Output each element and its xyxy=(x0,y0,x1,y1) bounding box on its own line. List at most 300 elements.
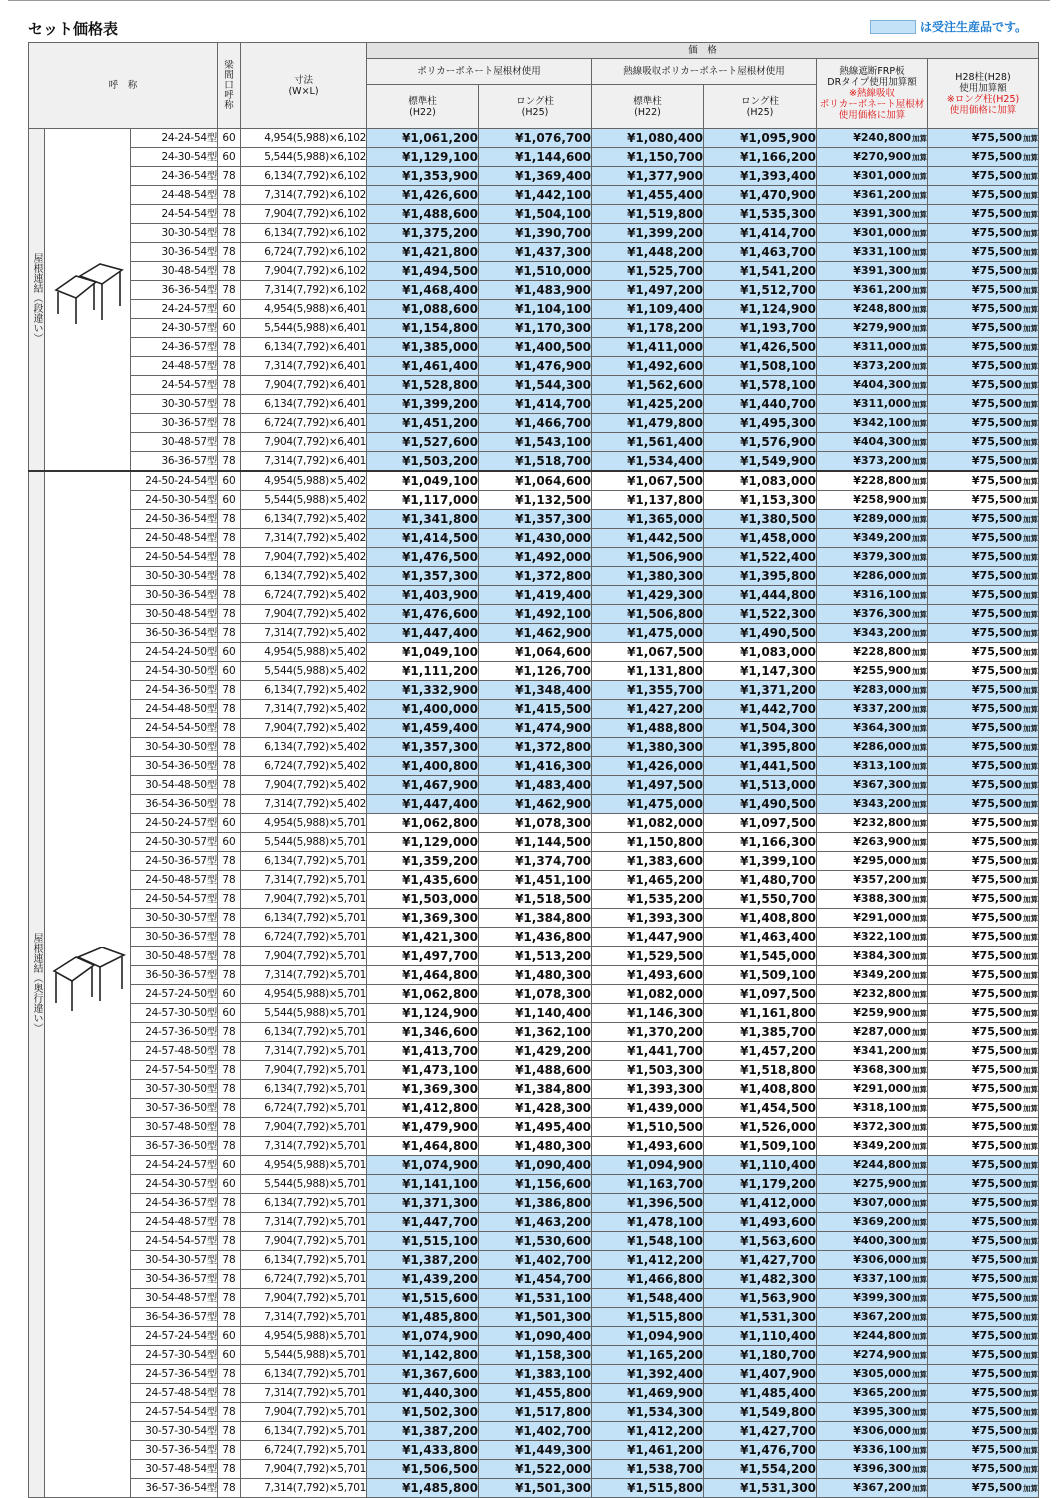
model-name: 24-57-30-50型 xyxy=(131,1004,218,1023)
beam-width: 78 xyxy=(218,1479,241,1498)
addon-suffix: 加算 xyxy=(1023,686,1038,695)
table-row xyxy=(29,890,1039,909)
price-heat-std: ¥1,094,900 xyxy=(592,1156,704,1175)
addon-suffix: 加算 xyxy=(1023,248,1038,257)
addon-frp xyxy=(817,1004,928,1023)
price-poly-long: ¥1,090,400 xyxy=(479,1156,592,1175)
price-heat-long: ¥1,371,200 xyxy=(704,681,817,700)
price-heat-std: ¥1,427,200 xyxy=(592,700,704,719)
model-name: 30-36-54型 xyxy=(131,243,218,262)
addon-suffix: 加算 xyxy=(1023,990,1038,999)
addon-suffix: 加算 xyxy=(1023,1351,1038,1360)
model-name: 30-57-48-54型 xyxy=(131,1460,218,1479)
dimensions: 7,314(7,792)×5,701 xyxy=(241,1479,367,1498)
price-poly-long: ¥1,078,300 xyxy=(479,814,592,833)
addon-h28 xyxy=(928,1175,1039,1194)
addon-suffix: 加算 xyxy=(912,971,927,980)
dimensions: 6,724(7,792)×5,701 xyxy=(241,1270,367,1289)
price-heat-std: ¥1,441,700 xyxy=(592,1042,704,1061)
addon-suffix: 加算 xyxy=(1023,1408,1038,1417)
addon-frp-value: ¥301,000 xyxy=(853,226,911,239)
addon-h28 xyxy=(928,205,1039,224)
addon-h28 xyxy=(928,414,1039,433)
addon-suffix: 加算 xyxy=(912,457,927,466)
price-poly-std: ¥1,435,600 xyxy=(367,871,479,890)
price-poly-std: ¥1,387,200 xyxy=(367,1251,479,1270)
dimensions: 5,544(5,988)×6,401 xyxy=(241,319,367,338)
price-heat-long: ¥1,427,700 xyxy=(704,1422,817,1441)
price-poly-std: ¥1,476,500 xyxy=(367,548,479,567)
price-poly-std: ¥1,412,800 xyxy=(367,1099,479,1118)
price-heat-std: ¥1,448,200 xyxy=(592,243,704,262)
addon-suffix: 加算 xyxy=(912,1351,927,1360)
model-name: 24-30-57型 xyxy=(131,319,218,338)
addon-frp-value: ¥311,000 xyxy=(853,340,911,353)
price-heat-std: ¥1,411,000 xyxy=(592,338,704,357)
price-poly-std: ¥1,142,800 xyxy=(367,1346,479,1365)
addon-suffix: 加算 xyxy=(1023,1313,1038,1322)
beam-width: 78 xyxy=(218,262,241,281)
addon-suffix: 加算 xyxy=(912,838,927,847)
table-row xyxy=(29,376,1039,395)
beam-width: 78 xyxy=(218,433,241,452)
price-poly-long: ¥1,517,800 xyxy=(479,1403,592,1422)
addon-suffix: 加算 xyxy=(912,1123,927,1132)
addon-suffix: 加算 xyxy=(912,1142,927,1151)
addon-frp xyxy=(817,1479,928,1498)
addon-suffix: 加算 xyxy=(1023,876,1038,885)
price-table xyxy=(28,42,1039,1498)
addon-suffix: 加算 xyxy=(912,1199,927,1208)
addon-frp-value: ¥343,200 xyxy=(853,797,911,810)
price-poly-std: ¥1,369,300 xyxy=(367,909,479,928)
price-poly-long: ¥1,372,800 xyxy=(479,738,592,757)
price-heat-long: ¥1,153,300 xyxy=(704,491,817,510)
model-name: 30-48-54型 xyxy=(131,262,218,281)
addon-h28 xyxy=(928,471,1039,491)
price-poly-long: ¥1,510,000 xyxy=(479,262,592,281)
price-heat-long: ¥1,166,300 xyxy=(704,833,817,852)
table-row xyxy=(29,548,1039,567)
addon-suffix: 加算 xyxy=(912,305,927,314)
addon-suffix: 加算 xyxy=(1023,857,1038,866)
price-poly-long: ¥1,436,800 xyxy=(479,928,592,947)
price-heat-std: ¥1,538,700 xyxy=(592,1460,704,1479)
price-heat-long: ¥1,444,800 xyxy=(704,586,817,605)
price-poly-long: ¥1,090,400 xyxy=(479,1327,592,1346)
addon-frp xyxy=(817,719,928,738)
addon-frp xyxy=(817,1327,928,1346)
model-name: 30-48-57型 xyxy=(131,433,218,452)
addon-frp xyxy=(817,319,928,338)
table-row xyxy=(29,243,1039,262)
addon-frp-value: ¥367,300 xyxy=(853,778,911,791)
price-poly-std: ¥1,502,300 xyxy=(367,1403,479,1422)
price-heat-std: ¥1,475,000 xyxy=(592,624,704,643)
addon-frp xyxy=(817,1346,928,1365)
price-poly-long: ¥1,522,000 xyxy=(479,1460,592,1479)
addon-frp xyxy=(817,738,928,757)
beam-width: 78 xyxy=(218,757,241,776)
beam-width: 78 xyxy=(218,719,241,738)
addon-frp-value: ¥240,800 xyxy=(853,131,911,144)
addon-suffix: 加算 xyxy=(1023,1484,1038,1493)
addon-suffix: 加算 xyxy=(912,610,927,619)
beam-width: 78 xyxy=(218,1251,241,1270)
price-poly-std: ¥1,359,200 xyxy=(367,852,479,871)
addon-frp xyxy=(817,205,928,224)
addon-h28-value: ¥75,500 xyxy=(971,1006,1022,1019)
price-poly-std: ¥1,375,200 xyxy=(367,224,479,243)
addon-frp-value: ¥291,000 xyxy=(853,1082,911,1095)
addon-frp-value: ¥291,000 xyxy=(853,911,911,924)
dimensions: 5,544(5,988)×6,102 xyxy=(241,148,367,167)
addon-frp xyxy=(817,567,928,586)
price-poly-long: ¥1,483,400 xyxy=(479,776,592,795)
price-poly-std: ¥1,141,100 xyxy=(367,1175,479,1194)
addon-suffix: 加算 xyxy=(912,1066,927,1075)
beam-width: 78 xyxy=(218,776,241,795)
table-row xyxy=(29,1194,1039,1213)
addon-h28 xyxy=(928,662,1039,681)
price-poly-long: ¥1,463,200 xyxy=(479,1213,592,1232)
price-poly-long: ¥1,483,900 xyxy=(479,281,592,300)
legend-swatch xyxy=(870,20,916,34)
addon-frp-value: ¥259,900 xyxy=(853,1006,911,1019)
table-row xyxy=(29,129,1039,148)
model-name: 30-57-36-54型 xyxy=(131,1441,218,1460)
price-heat-long: ¥1,110,400 xyxy=(704,1156,817,1175)
addon-frp xyxy=(817,491,928,510)
table-row xyxy=(29,1156,1039,1175)
group-label xyxy=(29,471,45,1498)
addon-h28 xyxy=(928,1080,1039,1099)
addon-suffix: 加算 xyxy=(1023,800,1038,809)
price-poly-long: ¥1,402,700 xyxy=(479,1422,592,1441)
dimensions: 4,954(5,988)×6,102 xyxy=(241,129,367,148)
addon-h28 xyxy=(928,1479,1039,1498)
price-poly-long: ¥1,064,600 xyxy=(479,471,592,491)
beam-width: 78 xyxy=(218,605,241,624)
price-heat-std: ¥1,497,500 xyxy=(592,776,704,795)
addon-frp xyxy=(817,433,928,452)
price-heat-long: ¥1,480,700 xyxy=(704,871,817,890)
beam-width: 60 xyxy=(218,643,241,662)
price-heat-long: ¥1,578,100 xyxy=(704,376,817,395)
addon-h28 xyxy=(928,757,1039,776)
price-heat-std: ¥1,442,500 xyxy=(592,529,704,548)
price-heat-std: ¥1,067,500 xyxy=(592,643,704,662)
dimensions: 7,904(7,792)×5,402 xyxy=(241,605,367,624)
price-heat-std: ¥1,109,400 xyxy=(592,300,704,319)
addon-suffix: 加算 xyxy=(1023,172,1038,181)
addon-frp xyxy=(817,510,928,529)
model-name: 24-57-24-54型 xyxy=(131,1327,218,1346)
price-heat-std: ¥1,412,200 xyxy=(592,1422,704,1441)
model-name: 30-50-48-57型 xyxy=(131,947,218,966)
addon-frp-value: ¥287,000 xyxy=(853,1025,911,1038)
beam-width: 78 xyxy=(218,795,241,814)
table-row xyxy=(29,1479,1039,1498)
addon-suffix: 加算 xyxy=(912,781,927,790)
beam-width: 60 xyxy=(218,833,241,852)
addon-suffix: 加算 xyxy=(912,1161,927,1170)
price-poly-std: ¥1,515,600 xyxy=(367,1289,479,1308)
addon-h28 xyxy=(928,1213,1039,1232)
addon-h28 xyxy=(928,1251,1039,1270)
addon-h28-value: ¥75,500 xyxy=(971,188,1022,201)
addon-suffix: 加算 xyxy=(912,1465,927,1474)
price-poly-long: ¥1,544,300 xyxy=(479,376,592,395)
addon-h28 xyxy=(928,833,1039,852)
addon-frp xyxy=(817,1099,928,1118)
price-poly-std: ¥1,117,000 xyxy=(367,491,479,510)
addon-frp xyxy=(817,909,928,928)
dimensions: 7,904(7,792)×5,701 xyxy=(241,947,367,966)
addon-frp xyxy=(817,548,928,567)
price-poly-std: ¥1,371,300 xyxy=(367,1194,479,1213)
header-heat: 熱線吸収ポリカーボネート屋根材使用 xyxy=(592,59,817,85)
price-heat-long: ¥1,535,300 xyxy=(704,205,817,224)
model-name: 30-36-57型 xyxy=(131,414,218,433)
addon-suffix: 加算 xyxy=(1023,1123,1038,1132)
addon-suffix: 加算 xyxy=(912,1313,927,1322)
price-poly-std: ¥1,515,100 xyxy=(367,1232,479,1251)
addon-frp xyxy=(817,1289,928,1308)
addon-frp-value: ¥388,300 xyxy=(853,892,911,905)
model-name: 24-54-36-50型 xyxy=(131,681,218,700)
beam-width: 60 xyxy=(218,1346,241,1365)
addon-h28 xyxy=(928,357,1039,376)
addon-suffix: 加算 xyxy=(912,1237,927,1246)
price-heat-long: ¥1,393,400 xyxy=(704,167,817,186)
price-heat-std: ¥1,377,900 xyxy=(592,167,704,186)
addon-frp xyxy=(817,1194,928,1213)
table-row xyxy=(29,491,1039,510)
price-poly-long: ¥1,504,100 xyxy=(479,205,592,224)
addon-h28-value: ¥75,500 xyxy=(971,1082,1022,1095)
model-name: 36-57-36-50型 xyxy=(131,1137,218,1156)
table-row xyxy=(29,319,1039,338)
addon-h28 xyxy=(928,700,1039,719)
table-row xyxy=(29,1441,1039,1460)
dimensions: 6,134(7,792)×5,701 xyxy=(241,909,367,928)
dimensions: 6,134(7,792)×5,701 xyxy=(241,1080,367,1099)
price-heat-long: ¥1,179,200 xyxy=(704,1175,817,1194)
addon-h28 xyxy=(928,567,1039,586)
dimensions: 7,314(7,792)×5,402 xyxy=(241,624,367,643)
addon-frp xyxy=(817,262,928,281)
dimensions: 5,544(5,988)×5,701 xyxy=(241,833,367,852)
price-heat-long: ¥1,531,300 xyxy=(704,1308,817,1327)
addon-suffix: 加算 xyxy=(1023,1237,1038,1246)
addon-suffix: 加算 xyxy=(1023,457,1038,466)
price-poly-std: ¥1,369,300 xyxy=(367,1080,479,1099)
group-label-text: 屋根連結（奥行違い） xyxy=(31,933,42,1033)
addon-frp xyxy=(817,586,928,605)
addon-frp-value: ¥342,100 xyxy=(853,416,911,429)
beam-width: 78 xyxy=(218,738,241,757)
addon-suffix: 加算 xyxy=(1023,267,1038,276)
price-poly-long: ¥1,543,100 xyxy=(479,433,592,452)
addon-suffix: 加算 xyxy=(912,1408,927,1417)
addon-h28 xyxy=(928,452,1039,472)
addon-h28 xyxy=(928,148,1039,167)
price-heat-std: ¥1,393,300 xyxy=(592,909,704,928)
addon-frp xyxy=(817,1441,928,1460)
beam-width: 60 xyxy=(218,491,241,510)
addon-suffix: 加算 xyxy=(912,1294,927,1303)
addon-suffix: 加算 xyxy=(912,1427,927,1436)
addon-h28-value: ¥75,500 xyxy=(971,1291,1022,1304)
dimensions: 7,314(7,792)×5,701 xyxy=(241,1042,367,1061)
price-heat-long: ¥1,124,900 xyxy=(704,300,817,319)
addon-suffix: 加算 xyxy=(1023,572,1038,581)
price-heat-std: ¥1,525,700 xyxy=(592,262,704,281)
addon-frp-value: ¥232,800 xyxy=(853,987,911,1000)
addon-suffix: 加算 xyxy=(1023,1427,1038,1436)
addon-frp-value: ¥391,300 xyxy=(853,207,911,220)
addon-frp-value: ¥349,200 xyxy=(853,968,911,981)
addon-h28-value: ¥75,500 xyxy=(971,1044,1022,1057)
addon-h28-value: ¥75,500 xyxy=(971,1253,1022,1266)
beam-width: 60 xyxy=(218,662,241,681)
addon-suffix: 加算 xyxy=(1023,1389,1038,1398)
beam-width: 78 xyxy=(218,1422,241,1441)
addon-h28 xyxy=(928,776,1039,795)
addon-frp xyxy=(817,471,928,491)
addon-frp-value: ¥341,200 xyxy=(853,1044,911,1057)
addon-suffix: 加算 xyxy=(912,172,927,181)
addon-suffix: 加算 xyxy=(1023,1465,1038,1474)
price-heat-std: ¥1,146,300 xyxy=(592,1004,704,1023)
table-row xyxy=(29,643,1039,662)
addon-h28 xyxy=(928,643,1039,662)
price-poly-std: ¥1,357,300 xyxy=(367,738,479,757)
beam-width: 60 xyxy=(218,129,241,148)
addon-suffix: 加算 xyxy=(1023,1218,1038,1227)
table-row xyxy=(29,1099,1039,1118)
model-name: 24-50-30-54型 xyxy=(131,491,218,510)
header-poly: ポリカーボネート屋根材使用 xyxy=(367,59,592,85)
price-heat-std: ¥1,506,800 xyxy=(592,605,704,624)
model-name: 24-50-30-57型 xyxy=(131,833,218,852)
model-name: 24-54-48-57型 xyxy=(131,1213,218,1232)
dimensions: 7,314(7,792)×5,701 xyxy=(241,1137,367,1156)
dimensions: 6,724(7,792)×5,402 xyxy=(241,757,367,776)
addon-h28-value: ¥75,500 xyxy=(971,359,1022,372)
addon-h28 xyxy=(928,548,1039,567)
addon-h28-value: ¥75,500 xyxy=(971,721,1022,734)
addon-h28 xyxy=(928,1365,1039,1384)
addon-frp-value: ¥404,300 xyxy=(853,378,911,391)
beam-width: 78 xyxy=(218,1365,241,1384)
price-heat-long: ¥1,147,300 xyxy=(704,662,817,681)
price-poly-long: ¥1,357,300 xyxy=(479,510,592,529)
addon-frp xyxy=(817,1175,928,1194)
beam-width: 78 xyxy=(218,1023,241,1042)
model-name: 24-50-48-57型 xyxy=(131,871,218,890)
dimensions: 4,954(5,988)×5,402 xyxy=(241,471,367,491)
beam-width: 78 xyxy=(218,167,241,186)
addon-frp xyxy=(817,757,928,776)
addon-h28-value: ¥75,500 xyxy=(971,264,1022,277)
addon-suffix: 加算 xyxy=(912,286,927,295)
addon-suffix: 加算 xyxy=(912,933,927,942)
price-heat-long: ¥1,563,600 xyxy=(704,1232,817,1251)
beam-width: 78 xyxy=(218,1460,241,1479)
dimensions: 5,544(5,988)×5,701 xyxy=(241,1346,367,1365)
dimensions: 7,904(7,792)×5,402 xyxy=(241,548,367,567)
addon-frp xyxy=(817,148,928,167)
addon-suffix: 加算 xyxy=(1023,229,1038,238)
model-name: 30-57-48-50型 xyxy=(131,1118,218,1137)
dimensions: 7,314(7,792)×5,701 xyxy=(241,966,367,985)
addon-suffix: 加算 xyxy=(1023,191,1038,200)
price-poly-long: ¥1,384,800 xyxy=(479,1080,592,1099)
addon-suffix: 加算 xyxy=(912,438,927,447)
addon-h28 xyxy=(928,395,1039,414)
addon-frp-value: ¥395,300 xyxy=(853,1405,911,1418)
price-poly-long: ¥1,144,500 xyxy=(479,833,592,852)
beam-width: 78 xyxy=(218,1384,241,1403)
addon-frp-value: ¥263,900 xyxy=(853,835,911,848)
addon-suffix: 加算 xyxy=(912,952,927,961)
price-heat-long: ¥1,531,300 xyxy=(704,1479,817,1498)
table-row xyxy=(29,1308,1039,1327)
addon-frp-value: ¥367,200 xyxy=(853,1481,911,1494)
price-heat-long: ¥1,490,500 xyxy=(704,624,817,643)
addon-suffix: 加算 xyxy=(1023,1446,1038,1455)
table-row xyxy=(29,605,1039,624)
addon-h28 xyxy=(928,433,1039,452)
price-heat-std: ¥1,535,200 xyxy=(592,890,704,909)
beam-width: 78 xyxy=(218,1080,241,1099)
addon-suffix: 加算 xyxy=(1023,400,1038,409)
addon-suffix: 加算 xyxy=(1023,591,1038,600)
addon-suffix: 加算 xyxy=(1023,1199,1038,1208)
table-row xyxy=(29,224,1039,243)
addon-frp xyxy=(817,1156,928,1175)
addon-h28-value: ¥75,500 xyxy=(971,1443,1022,1456)
dimensions: 6,724(7,792)×6,401 xyxy=(241,414,367,433)
addon-frp-value: ¥244,800 xyxy=(853,1329,911,1342)
addon-suffix: 加算 xyxy=(1023,1180,1038,1189)
addon-frp xyxy=(817,395,928,414)
addon-h28-value: ¥75,500 xyxy=(971,911,1022,924)
model-name: 30-54-48-50型 xyxy=(131,776,218,795)
price-poly-std: ¥1,447,700 xyxy=(367,1213,479,1232)
price-heat-std: ¥1,380,300 xyxy=(592,738,704,757)
price-heat-std: ¥1,497,200 xyxy=(592,281,704,300)
beam-width: 60 xyxy=(218,1156,241,1175)
price-poly-std: ¥1,503,000 xyxy=(367,890,479,909)
addon-suffix: 加算 xyxy=(912,1275,927,1284)
beam-width: 78 xyxy=(218,1118,241,1137)
addon-frp-value: ¥270,900 xyxy=(853,150,911,163)
price-heat-std: ¥1,475,000 xyxy=(592,795,704,814)
addon-frp-value: ¥373,200 xyxy=(853,454,911,467)
model-name: 24-24-54型 xyxy=(131,129,218,148)
model-name: 36-54-36-50型 xyxy=(131,795,218,814)
addon-frp-value: ¥337,200 xyxy=(853,702,911,715)
addon-h28 xyxy=(928,510,1039,529)
table-row xyxy=(29,1042,1039,1061)
beam-width: 78 xyxy=(218,510,241,529)
addon-suffix: 加算 xyxy=(1023,762,1038,771)
addon-suffix: 加算 xyxy=(1023,743,1038,752)
price-poly-std: ¥1,468,400 xyxy=(367,281,479,300)
